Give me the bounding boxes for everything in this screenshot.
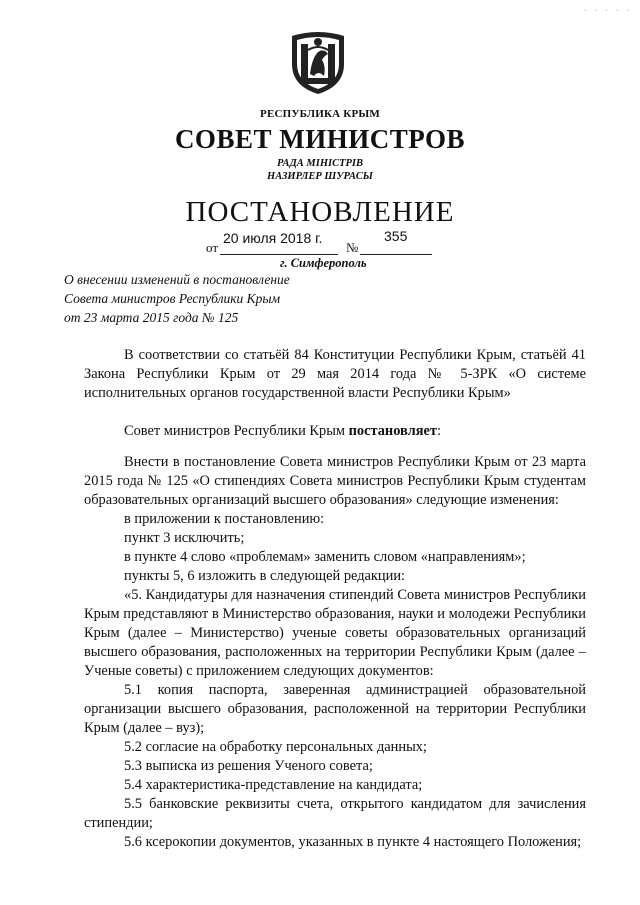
list-item: в пункте 4 слово «проблемам» заменить словом «направлениям»; — [124, 549, 526, 565]
date-underline — [220, 254, 338, 255]
list-item: пункт 3 исключить; — [124, 530, 245, 546]
subject-line: Совета министров Республики Крым — [64, 291, 281, 306]
subject-line: О внесении изменений в постановление — [64, 272, 290, 287]
number-underline — [360, 254, 432, 255]
subitem-5-6: 5.6 ксерокопии документов, указанных в пункте 4 настоящего Положения; — [124, 834, 582, 850]
republic-name: РЕСПУБЛИКА КРЫМ — [260, 108, 380, 120]
paragraph-5: «5. Кандидатуры для назначения стипендий Совета министров Республики Крым представляют в Министерство образования, науки и молодежи Республики Крым (далее – Министерство) ученые советы образовательных организаций высшего образования, расположенных на территории Республики Крым (далее – Ученые советы) с приложением следующих документов: — [84, 587, 586, 679]
council-name-tatar: НАЗИРЛЕР ШУРАСЫ — [267, 171, 373, 182]
list-item: пункты 5, 6 изложить в следующей редакции: — [124, 568, 406, 584]
document-body — [84, 346, 586, 852]
document-type: ПОСТАНОВЛЕНИЕ — [185, 196, 455, 228]
subitem-5-2: 5.2 согласие на обработку персональных данных; — [124, 739, 427, 755]
subitem-5-1: 5.1 копия паспорта, заверенная администрацией образовательной организации высшего образования, расположенной на территории Республики Крым (далее – вуз); — [84, 682, 586, 736]
subject-line: от 23 марта 2015 года № 125 — [64, 310, 239, 325]
intro-paragraph: Внести в постановление Совета министров Республики Крым от 23 марта 2015 года № 125 «О стипендиях Совета министров Республики Крым студентам образовательных организаций высшего образования» следующие изменения: — [84, 454, 586, 508]
council-name: СОВЕТ МИНИСТРОВ — [174, 124, 466, 154]
date-prefix: от — [206, 240, 219, 255]
city: г. Симферополь — [280, 256, 367, 270]
number-prefix: № — [346, 240, 359, 255]
subitem-5-3: 5.3 выписка из решения Ученого совета; — [124, 758, 373, 774]
list-item: в приложении к постановлению: — [124, 511, 325, 527]
subitem-5-4: 5.4 характеристика-представление на кандидата; — [124, 777, 423, 793]
subitem-5-5: 5.5 банковские реквизиты счета, открытого кандидатом для зачисления стипендии; — [84, 796, 586, 831]
resolves-prefix: Совет министров Республики Крым — [124, 423, 349, 439]
resolves-suffix: : — [436, 423, 441, 439]
resolves-keyword: постановляет — [348, 423, 437, 439]
scan-specks: · · · · · — [583, 6, 632, 15]
council-name-ukrainian: РАДА МІНІСТРІВ — [276, 158, 364, 169]
preamble: В соответствии со статьёй 84 Конституции Республики Крым, статьёй 41 Закона Республики Крым от 29 мая 2014 года № 5-ЗРК «О системе исполнительных органов государственной власти Республики Крым» — [84, 347, 586, 401]
number-handwritten: 355 — [384, 228, 408, 244]
resolves-paragraph — [84, 422, 586, 441]
crimea-coat-of-arms-icon — [288, 30, 348, 96]
date-handwritten: 20 июля 2018 г. — [223, 230, 323, 246]
